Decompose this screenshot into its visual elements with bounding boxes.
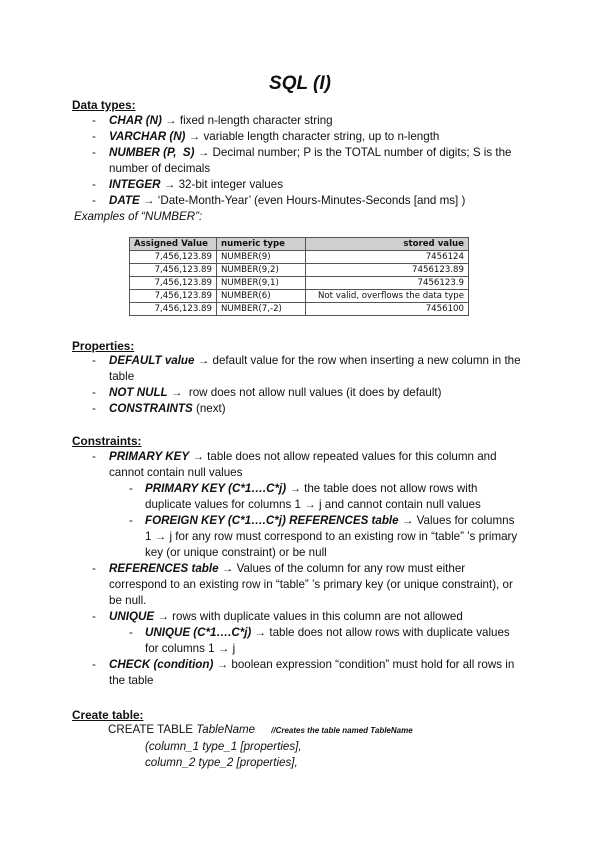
list-item: - CHECK (condition) → boolean expression “condition” must hold for all rows in the table: [92, 657, 522, 689]
list-item: - PRIMARY KEY → table does not allow repeated values for this column and cannot contain null values - PRIMARY KEY (C*1….C*j) → the table does not allow rows with duplicate values for columns 1 → j and cannot contain null values - FOREIGN KEY (C*1….C*j) REFERENCES table → Values for columns 1 → j for any row must correspond to an existing row in “table” ’s primary key (or unique constraint) or be null: [92, 449, 522, 561]
page-title: SQL (I): [269, 73, 331, 94]
create-table-line-2: (column_1 type_1 [properties],: [145, 740, 302, 753]
table-row: 7,456,123.89 NUMBER(6) Not valid, overflows the data type: [130, 290, 469, 303]
primary-key-sublist: [129, 481, 522, 561]
list-item: - CONSTRAINTS (next): [92, 401, 522, 417]
list-item: - UNIQUE → rows with duplicate values in this column are not allowed - UNIQUE (C*1….C*j) → table does not allow rows with duplicate values for columns 1 → j: [92, 609, 522, 657]
list-item: - DATE → ‘Date-Month-Year’ (even Hours-Minutes-Seconds [and ms] ): [92, 193, 522, 209]
list-item: - VARCHAR (N) → variable length character string, up to n-length: [92, 129, 522, 145]
create-table-line-3: column_2 type_2 [properties],: [145, 756, 298, 769]
list-item: - DEFAULT value → default value for the row when inserting a new column in the table: [92, 353, 522, 385]
properties-list: [92, 353, 522, 417]
data-types-list: [92, 113, 544, 209]
list-item: - CHAR (N) → fixed n-length character string: [92, 113, 522, 129]
table-row: 7,456,123.89 NUMBER(9,2) 7456123.89: [130, 264, 469, 277]
list-item: - INTEGER → 32-bit integer values: [92, 177, 522, 193]
data-types-heading: Data types:: [72, 98, 136, 112]
table-row: 7,456,123.89 NUMBER(9) 7456124: [130, 251, 469, 264]
table-row: 7,456,123.89 NUMBER(7,-2) 7456100: [130, 303, 469, 316]
create-table-heading: Create table:: [72, 708, 144, 722]
list-item: - REFERENCES table → Values of the column for any row must either correspond to an existing row in “table” ’s primary key (or unique constraint), or be null.: [92, 561, 522, 609]
create-table-line-1: CREATE TABLE TableName //Creates the table named TableName: [108, 723, 413, 736]
list-item: - NUMBER (P, S) → Decimal number; P is the TOTAL number of digits; S is the number of decimals: [92, 145, 522, 177]
column-header: numeric type: [217, 238, 306, 251]
constraints-heading: Constraints:: [72, 434, 142, 448]
properties-heading: Properties:: [72, 339, 135, 353]
list-item: - PRIMARY KEY (C*1….C*j) → the table does not allow rows with duplicate values for columns 1 → j and cannot contain null values: [129, 481, 522, 513]
examples-label: Examples of “NUMBER”:: [74, 210, 203, 223]
list-item: - FOREIGN KEY (C*1….C*j) REFERENCES table → Values for columns 1 → j for any row must correspond to an existing row in “table” ’s primary key (or unique constraint) or be null: [129, 513, 522, 561]
unique-sublist: [129, 625, 522, 657]
column-header: stored value: [306, 238, 469, 251]
constraints-list: [92, 449, 522, 689]
list-item: - UNIQUE (C*1….C*j) → table does not allow rows with duplicate values for columns 1 → j: [129, 625, 522, 657]
number-examples-table: [129, 237, 469, 316]
table-header-row: [130, 238, 469, 251]
column-header: Assigned Value: [130, 238, 217, 251]
table-row: 7,456,123.89 NUMBER(9,1) 7456123.9: [130, 277, 469, 290]
list-item: - NOT NULL → row does not allow null values (it does by default): [92, 385, 522, 401]
